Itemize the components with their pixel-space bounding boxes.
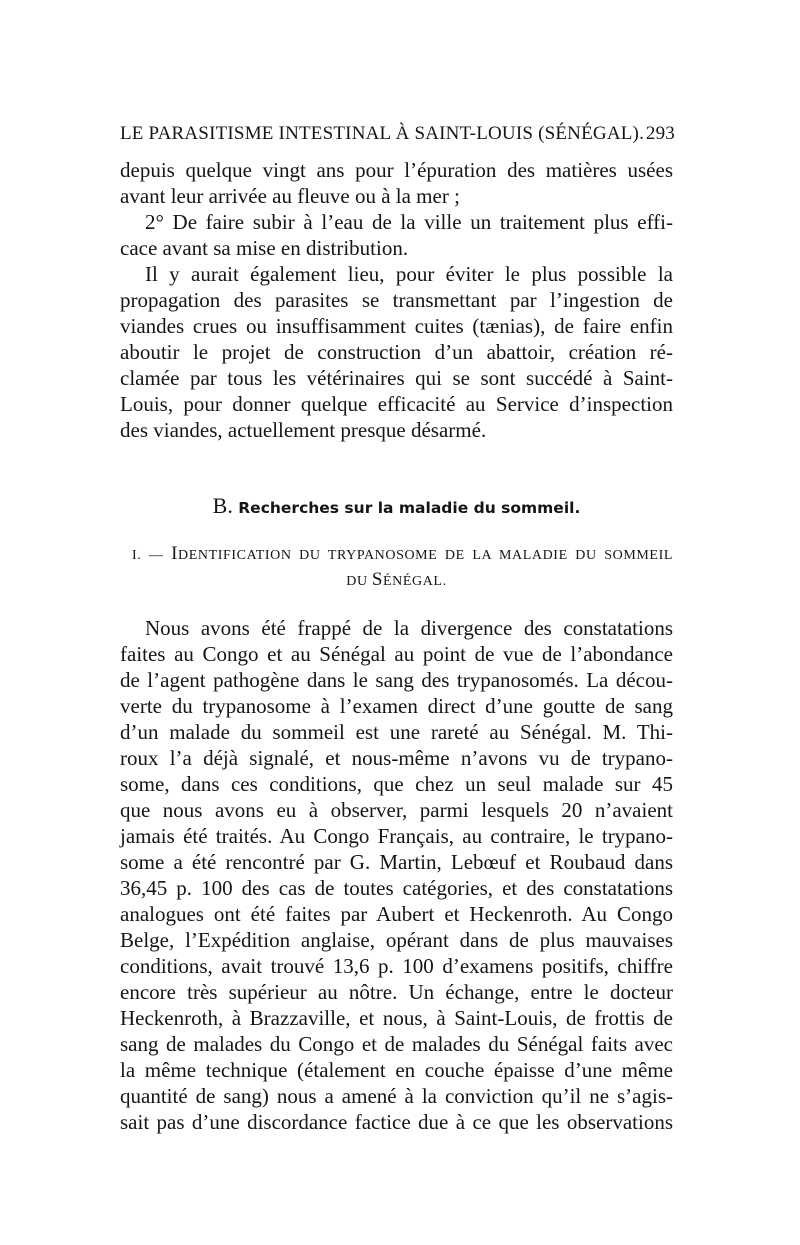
paragraph-3-line-1: Il y aurait également lieu, pour éviter le plus possible la: [145, 262, 673, 286]
section-b-title: Recherches sur la maladie du sommeil.: [238, 499, 581, 517]
paragraph-4-line-2: faites au Congo et au Sénégal au point de vue de l’abondance: [120, 642, 673, 666]
paragraph-4-line-13: Belge, l’Expédition anglaise, opérant dans de plus mauvaises: [120, 928, 673, 952]
paragraph-3-line-4: aboutir le projet de construction d’un abattoir, création ré-: [120, 340, 673, 364]
section-b-letter: B.: [212, 493, 233, 518]
subsection-title-part-2: ÉNÉGAL.: [383, 574, 447, 589]
paragraph-2-line-1: 2° De faire subir à l’eau de la ville un traitement plus effi-: [145, 210, 673, 234]
paragraph-4-line-14: conditions, avait trouvé 13,6 p. 100 d’examens positifs, chiffre: [120, 954, 673, 978]
subsection-initial: I: [171, 543, 178, 564]
paragraph-4-line-10: some a été rencontré par G. Martin, Lebœuf et Roubaud dans: [120, 850, 673, 874]
paragraph-4-line-20: sait pas d’une discordance factice due à ce que les observations: [120, 1110, 673, 1134]
paragraph-4-line-17: sang de malades du Congo et de malades du Sénégal faits avec: [120, 1032, 673, 1056]
running-header: [120, 120, 675, 148]
paragraph-4-line-19: quantité de sang) nous a amené à la conviction qu’il ne s’agis-: [120, 1084, 673, 1108]
paragraph-4-line-18: la même technique (étalement en couche épaisse d’une même: [120, 1058, 673, 1082]
paragraph-3-line-2: propagation des parasites se transmettant par l’ingestion de: [120, 288, 673, 312]
paragraph-3-line-6: Louis, pour donner quelque efficacité au Service d’inspection: [120, 392, 673, 416]
paragraph-4-line-8: que nous avons eu à observer, parmi lesquels 20 n’avaient: [120, 798, 673, 822]
paragraph-4-line-4: verte du trypanosome à l’examen direct d’une goutte de sang: [120, 694, 673, 718]
paragraph-4-line-7: some, dans ces conditions, que chez un seul malade sur 45: [120, 772, 673, 796]
paragraph-3-line-5: clamée par tous les vétérinaires qui se sont succédé à Saint-: [120, 366, 673, 390]
paragraph-4-line-9: jamais été traités. Au Congo Français, au contraire, le trypano-: [120, 824, 673, 848]
paragraph-3-line-3: viandes crues ou insuffisamment cuites (tænias), de faire enfin: [120, 314, 673, 338]
subsection-title-part-1: DENTIFICATION DU TRYPANOSOME DE LA MALADIE DU SOMMEIL: [178, 548, 673, 563]
paragraph-3-line-7: des viandes, actuellement presque désarmé.: [120, 418, 487, 442]
paragraph-1-line-1: depuis quelque vingt ans pour l’épuration des matières usées: [120, 158, 673, 182]
paragraph-4-line-16: Heckenroth, à Brazzaville, et nous, à Saint-Louis, de frottis de: [120, 1006, 673, 1030]
subsection-heading-line-1: [132, 541, 673, 569]
subsection-heading-line-2: [120, 567, 673, 595]
paragraph-4-line-3: de l’agent pathogène dans le sang des trypanosomés. La décou-: [120, 668, 673, 692]
running-header-title: LE PARASITISME INTESTINAL À SAINT-LOUIS (SÉNÉGAL).: [120, 123, 645, 144]
page-number: 293: [645, 123, 675, 144]
paragraph-4-line-1: Nous avons été frappé de la divergence des constatations: [145, 616, 673, 640]
subsection-title-initial-2: S: [371, 569, 383, 590]
paragraph-1-line-2: avant leur arrivée au fleuve ou à la mer ;: [120, 184, 460, 208]
paragraph-4-line-6: roux l’a déjà signalé, et nous-même n’avons vu de trypano-: [120, 746, 673, 770]
subsection-title-prefix: DU: [346, 574, 368, 589]
paragraph-4-line-15: encore très supérieur au nôtre. Un échange, entre le docteur: [120, 980, 673, 1004]
paragraph-4-line-12: analogues ont été faites par Aubert et Heckenroth. Au Congo: [120, 902, 673, 926]
section-b-heading: [120, 493, 673, 521]
paragraph-2-line-2: cace avant sa mise en distribution.: [120, 236, 409, 260]
paragraph-4-line-5: d’un malade du sommeil est une rareté au Sénégal. M. Thi-: [120, 720, 673, 744]
paragraph-4-line-11: 36,45 p. 100 des cas de toutes catégories, et des constatations: [120, 876, 673, 900]
subsection-numeral: I. —: [132, 548, 164, 563]
